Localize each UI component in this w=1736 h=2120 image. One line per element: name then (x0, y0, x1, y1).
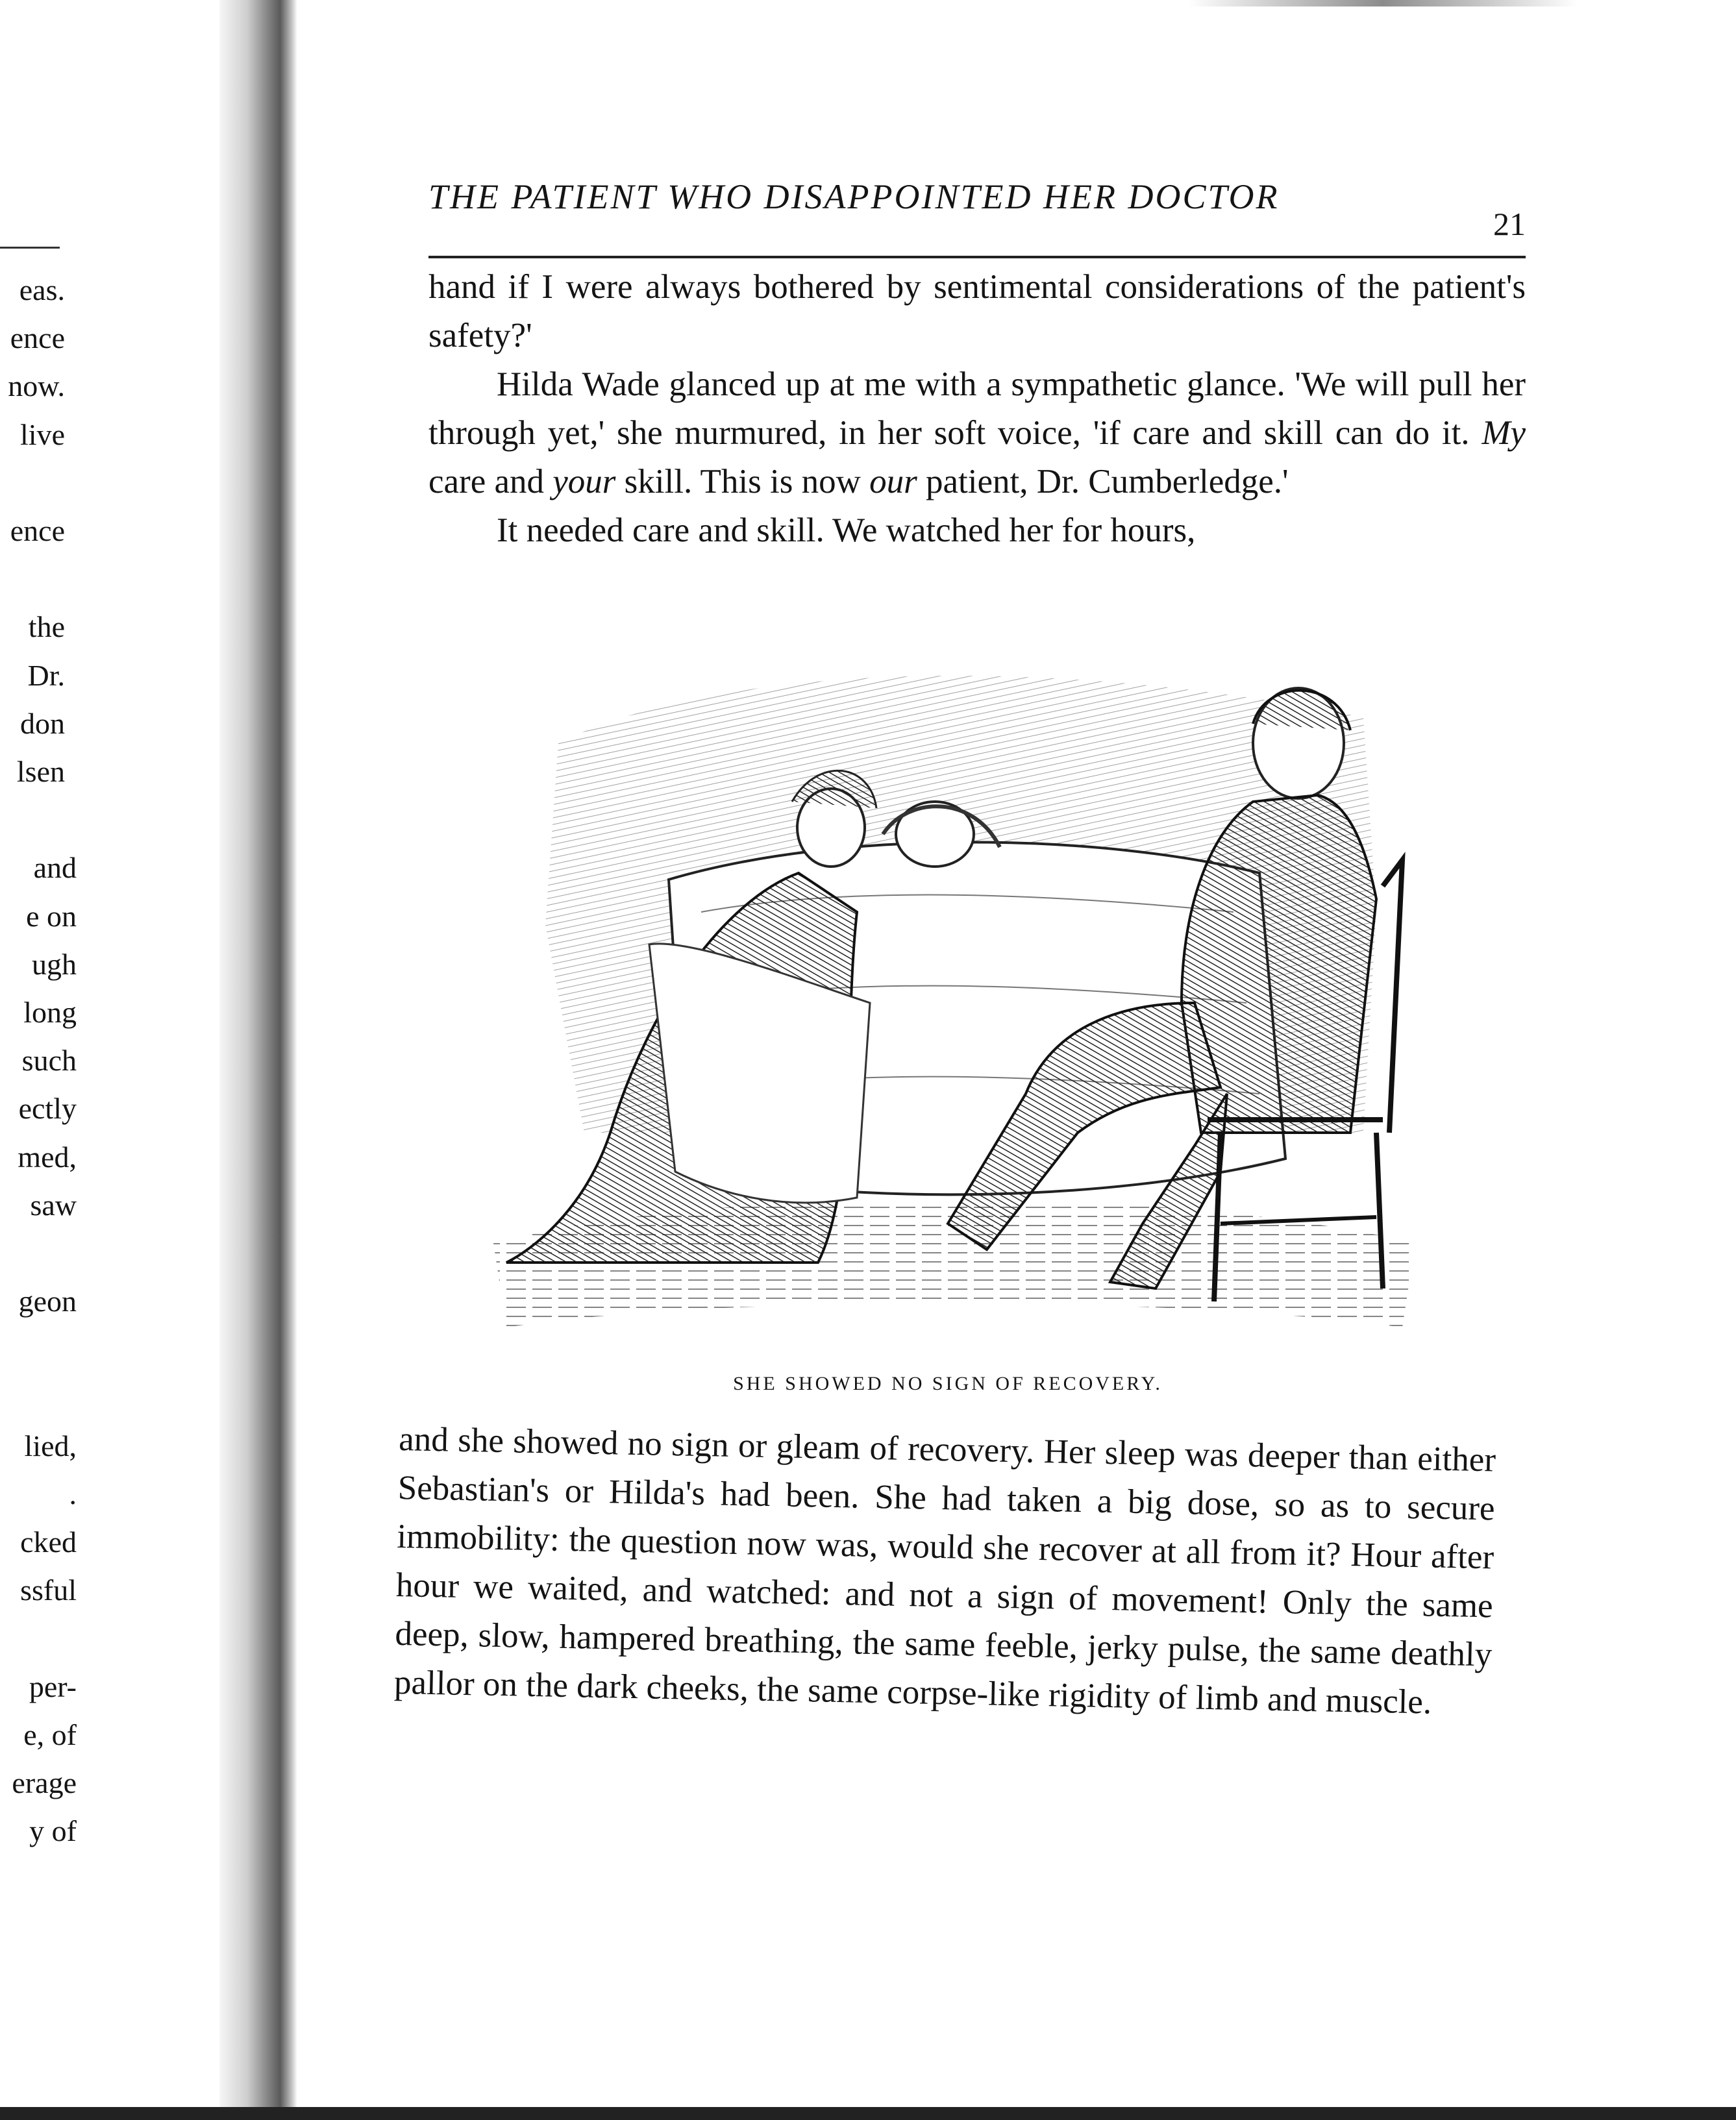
lower-text (393, 1415, 1496, 1728)
facing-page-line: lsen (16, 755, 65, 788)
facing-page-line: live (20, 417, 65, 451)
facing-page-line: e, of (23, 1718, 77, 1751)
facing-page-line: ectly (18, 1092, 77, 1126)
facing-page-line: long (23, 996, 77, 1029)
facing-page-line: ence (10, 514, 65, 547)
paragraph: Hilda Wade glanced up at me with a sympathetic glance. 'We will pull her through yet,' she murmured, in her soft voice, 'if care and skill can do it. My care and your skill. This is now our patient, Dr. Cumberledge.' (428, 365, 1526, 500)
facing-page-rule (0, 247, 60, 249)
facing-page-line: Dr. (27, 658, 65, 692)
facing-page-line: lied, (24, 1429, 77, 1462)
facing-page-line: ugh (32, 947, 77, 981)
facing-page-line: . (69, 1477, 77, 1510)
facing-page-line: and (33, 851, 77, 885)
facing-page-line: cked (20, 1525, 77, 1559)
scan-bottom-edge (0, 2107, 1736, 2120)
paragraph: hand if I were always bothered by sentimental considerations of the patient's safety?' (428, 268, 1526, 354)
running-head: THE PATIENT WHO DISAPPOINTED HER DOCTOR (428, 177, 1280, 216)
facing-page-line: med, (18, 1140, 77, 1174)
facing-page-line: geon (18, 1285, 77, 1318)
facing-page-line: y of (29, 1814, 77, 1848)
facing-page-line: saw (30, 1188, 77, 1222)
facing-page-line: don (20, 706, 65, 740)
illustration-caption: SHE SHOWED NO SIGN OF RECOVERY. (733, 1373, 1163, 1394)
page-top-shadow (1188, 0, 1578, 6)
book-gutter-shadow (219, 0, 297, 2120)
facing-page-line: per- (29, 1670, 77, 1703)
paragraph: It needed care and skill. We watched her for hours, (497, 512, 1196, 549)
facing-page-line: erage (12, 1766, 77, 1800)
facing-page-fragment (0, 0, 234, 2120)
facing-page-line: eas. (19, 273, 65, 306)
page-number: 21 (1493, 206, 1526, 242)
facing-page-line: now. (8, 369, 65, 403)
engraving-illustration (454, 639, 1454, 1353)
facing-page-line: such (21, 1044, 77, 1078)
facing-page-line: ence (10, 321, 65, 355)
facing-page-line: the (28, 610, 65, 644)
header-rule (428, 256, 1526, 258)
facing-page-line: ssful (20, 1573, 77, 1607)
facing-page-line: e on (26, 899, 77, 933)
paragraph: and she showed no sign or gleam of recovery. Her sleep was deeper than either Sebastian's or Hilda's had been. She had taken a big dose, so as to secure immobility: the question now was, would she recover at all from it? Hour after hour we waited, and watched: and not a sign of movement! Only the same deep, slow, hampered breathing, the same feeble, jerky pulse, the same deathly pallor on the dark cheeks, the same corpse-like rigidity of limb and muscle. (393, 1420, 1496, 1721)
upper-text (428, 263, 1526, 555)
